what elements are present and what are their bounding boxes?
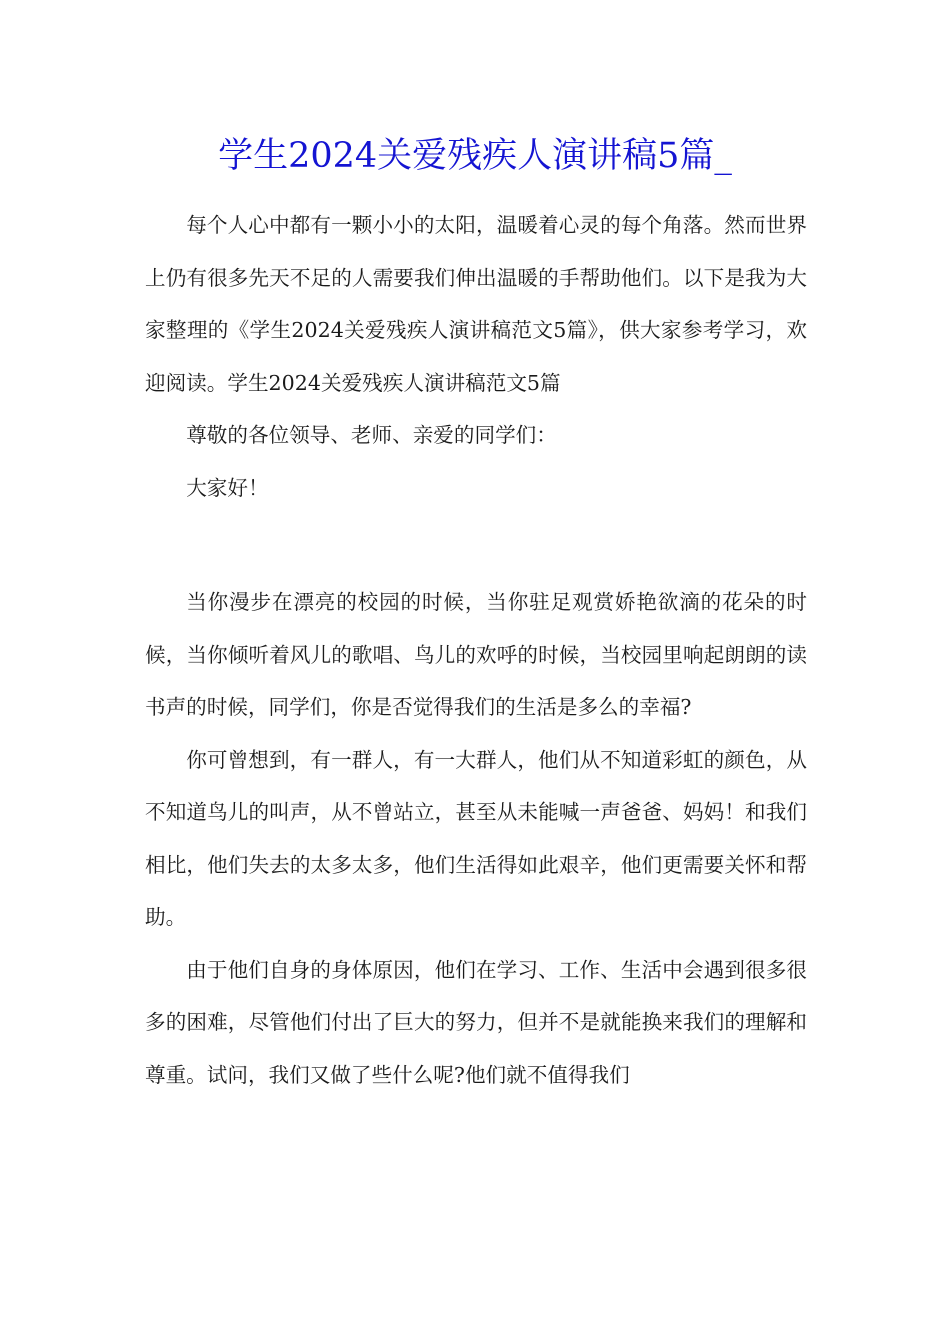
paragraph-greeting: 大家好！ bbox=[186, 475, 269, 500]
paragraph-salutation: 尊敬的各位领导、老师、亲爱的同学们： bbox=[186, 423, 557, 447]
paragraph-campus: 当你漫步在漂亮的校园的时候，当你驻足观赏娇艳欲滴的花朵的时候，当你倾听着风儿的歌唱、鸟儿的欢呼的时候，当校园里响起朗朗的读书声的时候，同学们，你是否觉得我们的生活是多么的幸福? bbox=[145, 590, 807, 719]
blank-line bbox=[145, 514, 807, 576]
paragraph-intro: 每个人心中都有一颗小小的太阳，温暖着心灵的每个角落。然而世界上仍有很多先天不足的人需要我们伸出温暖的手帮助他们。以下是我为大家整理的《学生2024关爱残疾人演讲稿范文5篇》，供大家参考学习，欢迎阅读。学生2024关爱残疾人演讲稿范文5篇 bbox=[145, 213, 807, 395]
document-body bbox=[145, 199, 807, 1101]
paragraph-difficulties: 由于他们自身的身体原因，他们在学习、工作、生活中会遇到很多很多的困难，尽管他们付出了巨大的努力，但并不是就能换来我们的理解和尊重。试问，我们又做了些什么呢?他们就不值得我们 bbox=[145, 957, 807, 1087]
paragraph-disabled-people: 你可曾想到，有一群人，有一大群人，他们从不知道彩虹的颜色，从不知道鸟儿的叫声，从不曾站立，甚至从未能喊一声爸爸、妈妈！和我们相比，他们失去的太多太多，他们生活得如此艰辛，他们更需要关怀和帮助。 bbox=[145, 747, 807, 929]
document-title: 学生2024关爱残疾人演讲稿5篇_ bbox=[218, 136, 732, 176]
